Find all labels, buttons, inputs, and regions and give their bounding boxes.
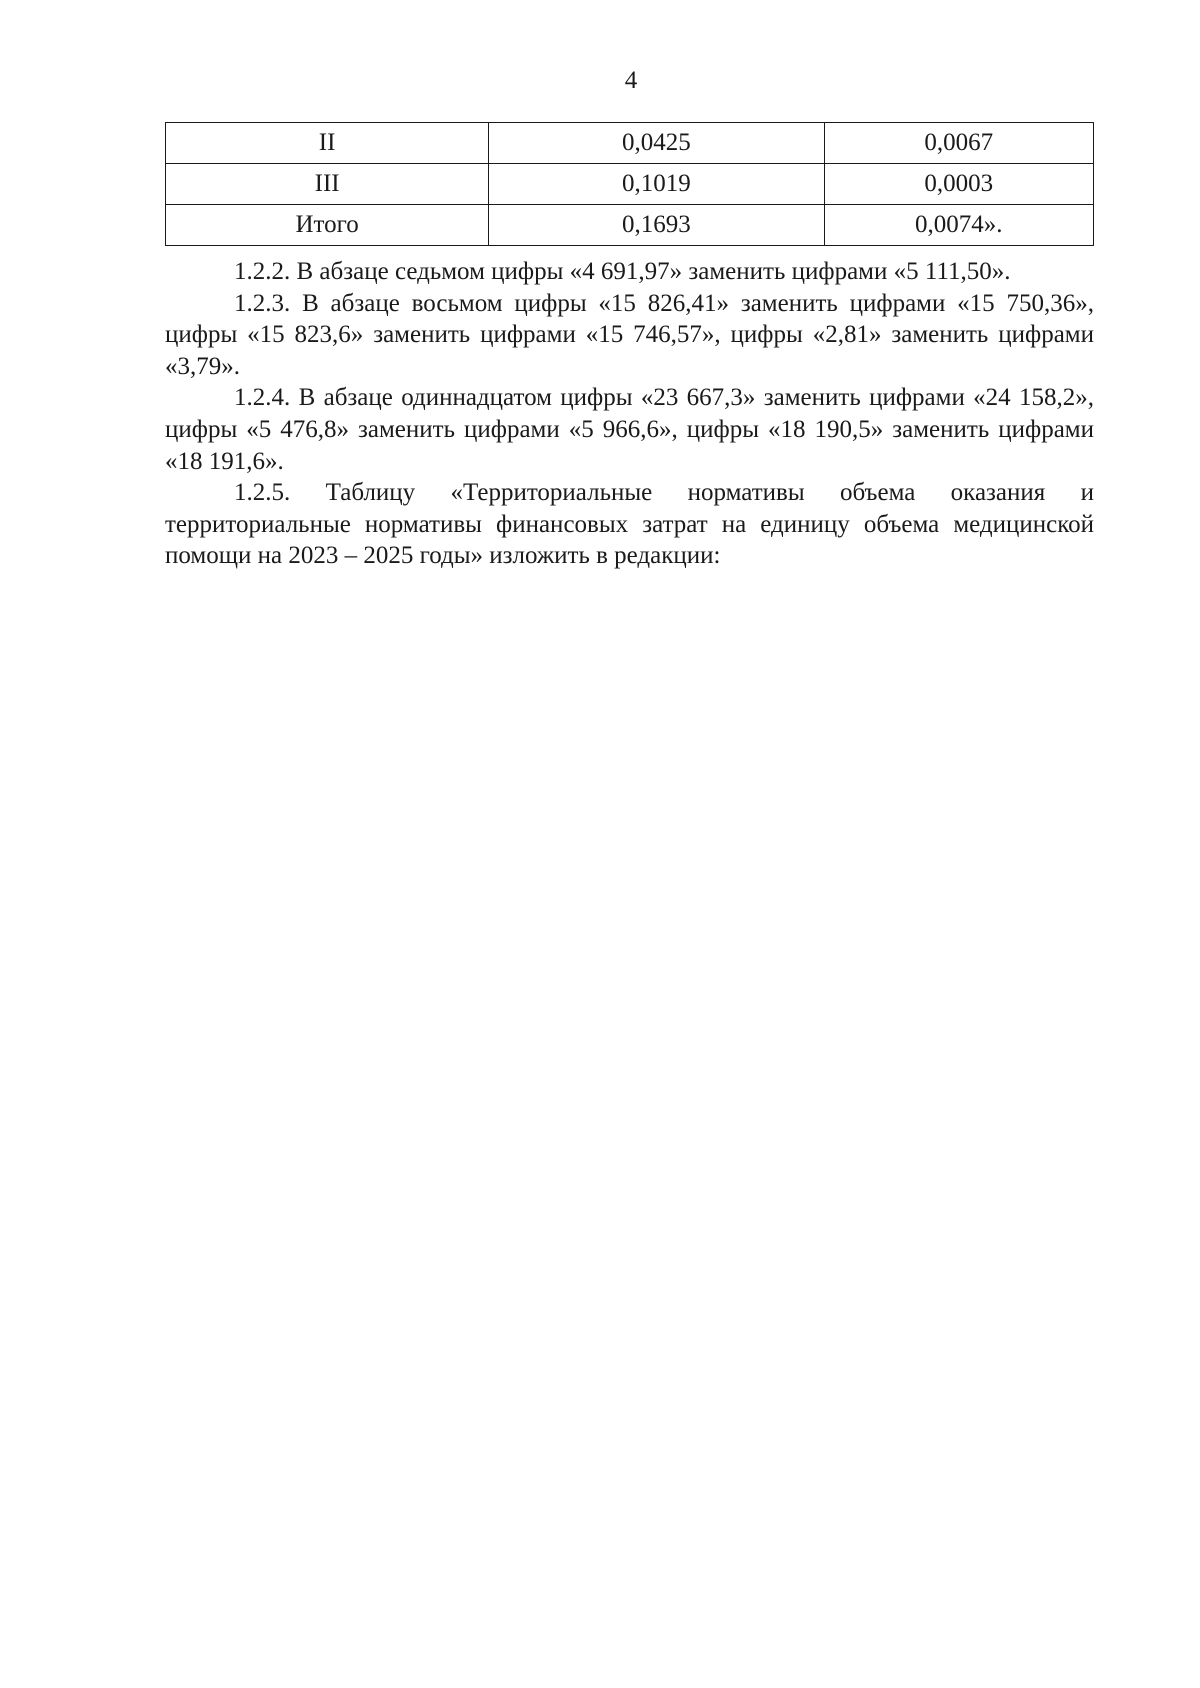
table-cell-value-1: 0,1693: [489, 205, 824, 246]
table-row: [166, 123, 1094, 164]
page-number: 4: [624, 67, 638, 94]
table-row-total: [166, 205, 1094, 246]
paragraph-1-2-5: 1.2.5. Таблицу «Территориальные нормативы объема оказания и территориальные нормативы финансовых затрат на единицу объема медицинской помощи на 2023 – 2025 годы» изложить в редакции:: [165, 479, 1094, 570]
table-cell-value-2: 0,0067: [824, 123, 1094, 164]
paragraph-1-2-4: 1.2.4. В абзаце одиннадцатом цифры «23 667,3» заменить цифрами «24 158,2», цифры «5 476,8» заменить цифрами «5 966,6», цифры «18 190,5» заменить цифрами «18 191,6».: [165, 384, 1094, 475]
table-cell-level: Итого: [166, 205, 489, 246]
paragraph-1-2-3: 1.2.3. В абзаце восьмом цифры «15 826,41» заменить цифрами «15 750,36», цифры «15 823,6» заменить цифрами «15 746,57», цифры «2,81» заменить цифрами «3,79».: [165, 289, 1094, 380]
table-row: [166, 164, 1094, 205]
amendment-text: [165, 256, 1094, 572]
table-cell-value-2: 0,0074».: [824, 205, 1094, 246]
coefficients-table: [165, 122, 1094, 246]
table-cell-level: II: [166, 123, 489, 164]
table-cell-value-2: 0,0003: [824, 164, 1094, 205]
table-cell-value-1: 0,1019: [489, 164, 824, 205]
table-cell-value-1: 0,0425: [489, 123, 824, 164]
table-cell-level: III: [166, 164, 489, 205]
paragraph-1-2-2: 1.2.2. В абзаце седьмом цифры «4 691,97» заменить цифрами «5 111,50».: [234, 258, 1011, 285]
